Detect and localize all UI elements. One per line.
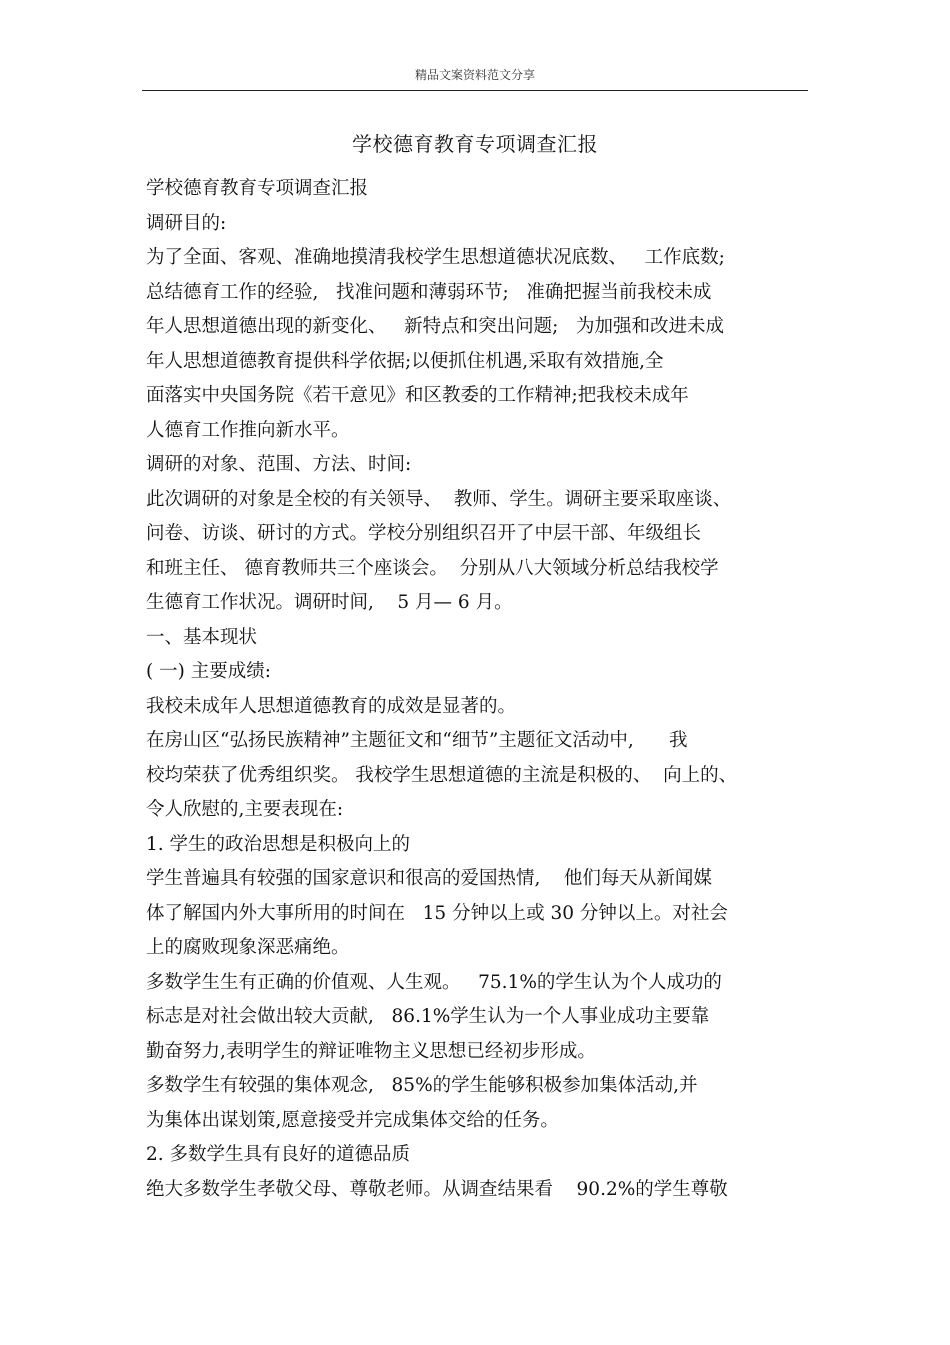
body-line: 生德育工作状况。调研时间, 5 月— 6 月。 (146, 592, 513, 613)
body-line: 2. 多数学生具有良好的道德品质 (146, 1144, 411, 1165)
body-line: 学校德育教育专项调查汇报 (146, 178, 369, 199)
body-line: 令人欣慰的,主要表现在: (146, 799, 344, 820)
body-line: ( 一) 主要成绩: (146, 661, 271, 682)
body-line: 面落实中央国务院《若干意见》和区教委的工作精神;把我校未成年 (146, 385, 689, 406)
body-line: 为集体出谋划策,愿意接受并完成集体交给的任务。 (146, 1109, 559, 1131)
body-line: 为了全面、客观、准确地摸清我校学生思想道德状况底数、 工作底数; (146, 247, 725, 268)
body-line: 在房山区“弘扬民族精神”主题征文和“细节”主题征文活动中, 我 (146, 730, 688, 751)
body-line: 多数学生有较强的集体观念, 85%的学生能够积极参加集体活动,并 (146, 1075, 698, 1096)
document-body (146, 172, 811, 1207)
body-line: 上的腐败现象深恶痛绝。 (146, 937, 350, 958)
body-line: 一、基本现状 (146, 626, 258, 648)
body-line: 绝大多数学生孝敬父母、尊敬老师。从调查结果看 90.2%的学生尊敬 (146, 1178, 728, 1200)
body-line: 问卷、访谈、研讨的方式。学校分别组织召开了中层干部、年级组长 (146, 523, 702, 544)
body-line: 人德育工作推向新水平。 (146, 419, 350, 441)
body-line: 多数学生生有正确的价值观、人生观。 75.1%的学生认为个人成功的 (146, 971, 722, 993)
body-line: 学生普遍具有较强的国家意识和很高的爱国热情, 他们每天从新闻媒 (146, 868, 712, 889)
header-divider (142, 90, 808, 91)
document-title: 学校德育教育专项调查汇报 (352, 132, 598, 156)
body-line: 校均荣获了优秀组织奖。 我校学生思想道德的主流是积极的、 向上的、 (146, 764, 738, 786)
body-line: 体了解国内外大事所用的时间在 15 分钟以上或 30 分钟以上。对社会 (146, 902, 728, 924)
body-line: 此次调研的对象是全校的有关领导、 教师、学生。调研主要采取座谈、 (146, 488, 732, 510)
body-line: 年人思想道德出现的新变化、 新特点和突出问题; 为加强和改进未成 (146, 316, 725, 337)
body-line: 调研的对象、范围、方法、时间: (146, 454, 412, 475)
body-line: 我校未成年人思想道德教育的成效是显著的。 (146, 695, 517, 717)
body-line: 1. 学生的政治思想是积极向上的 (146, 833, 411, 855)
body-line: 勤奋努力,表明学生的辩证唯物主义思想已经初步形成。 (146, 1040, 596, 1062)
body-line: 标志是对社会做出较大贡献, 86.1%学生认为一个人事业成功主要靠 (146, 1006, 710, 1027)
body-line: 调研目的: (146, 212, 227, 234)
body-line: 和班主任、 德育教师共三个座谈会。 分别从八大领域分析总结我校学 (146, 557, 719, 579)
body-line: 年人思想道德教育提供科学依据;以便抓住机遇,采取有效措施,全 (146, 350, 664, 372)
header-text: 精品文案资料范文分享 (414, 68, 535, 82)
body-line: 总结德育工作的经验, 找准问题和薄弱环节; 准确把握当前我校未成 (146, 281, 712, 303)
